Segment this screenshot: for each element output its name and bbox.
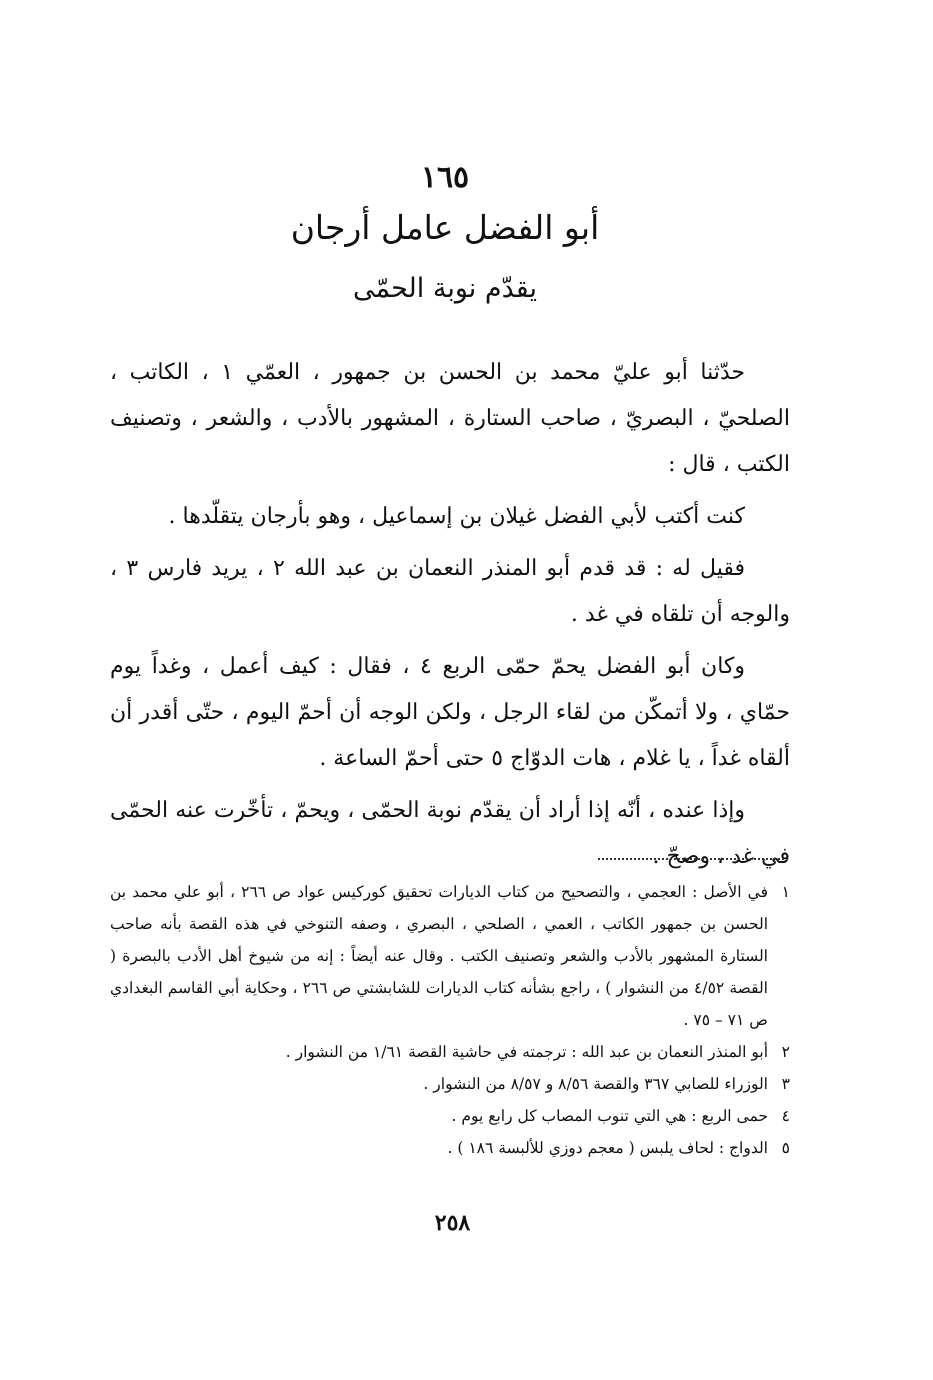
footnotes-section: [110, 876, 790, 1164]
footnote: [110, 1100, 790, 1132]
footnote-divider: [598, 858, 788, 860]
body-paragraph: كنت أكتب لأبي الفضل غيلان بن إسماعيل ، وهو بأرجان يتقلّدها .: [168, 504, 745, 529]
footnote-text: الدواج : لحاف يلبس ( معجم دوزي للألبسة ١٨٦ ) .: [447, 1139, 768, 1157]
footnote-text: حمى الربع : هي التي تنوب المصاب كل رابع يوم .: [451, 1107, 768, 1125]
story-body: [110, 350, 790, 886]
footnote-number: ٢: [781, 1043, 790, 1061]
footnote: [110, 1036, 790, 1068]
footnote: [110, 1132, 790, 1164]
footnote-text: الوزراء للصابي ٣٦٧ والقصة ٨/٥٦ و ٨/٥٧ من النشوار .: [423, 1075, 768, 1093]
story-number: ١٦٥: [420, 160, 470, 195]
footnote-number: ٥: [781, 1139, 790, 1157]
footnote-text: أبو المنذر النعمان بن عبد الله : ترجمته في حاشية القصة ١/٦١ من النشوار .: [285, 1043, 768, 1061]
page-number: ٢٥٨: [434, 1210, 471, 1236]
story-title: أبو الفضل عامل أرجان: [290, 208, 600, 247]
body-paragraph: وإذا عنده ، أنّه إذا أراد أن يقدّم نوبة الحمّى ، ويحمّ ، تأخّرت عنه الحمّى في غد ، وصحّ .: [110, 798, 790, 869]
footnote-text: في الأصل : العجمي ، والتصحيح من كتاب الديارات تحقيق كوركيس عواد ص ٢٦٦ ، أبو علي محمد بن الحسن بن جمهور الكاتب ، العمي ، الصلحي ، البصري ، وصفه التنوخي في هذه القصة بأنه صاحب الستارة المشهور بالأدب والشعر وتصنيف الكتب . وقال عنه أيضاً : إنه من شيوخ أهل الأدب بالبصرة ( القصة ٤/٥٢ من النشوار ) ، راجع بشأنه كتاب الديارات للشابشتي ص ٢٦٦ ، وحكاية أبي القاسم البغدادي ص ٧١ – ٧٥ .: [110, 883, 768, 1029]
footnote: [110, 1068, 790, 1100]
body-paragraph: حدّثنا أبو عليّ محمد بن الحسن بن جمهور ، العمّي ١ ، الكاتب ، الصلحيّ ، البصريّ ، صاحب الستارة ، المشهور بالأدب ، والشعر ، وتصنيف الكتب ، قال :: [110, 360, 790, 477]
footnote: [110, 876, 790, 1036]
footnote-number: ١: [781, 883, 790, 901]
body-paragraph: فقيل له : قد قدم أبو المنذر النعمان بن عبد الله ٢ ، يريد فارس ٣ ، والوجه أن تلقاه في غد .: [110, 556, 790, 627]
footnote-number: ٣: [781, 1075, 790, 1093]
footnote-number: ٤: [781, 1107, 790, 1125]
story-subtitle: يقدّم نوبة الحمّى: [353, 273, 537, 304]
body-paragraph: وكان أبو الفضل يحمّ حمّى الربع ٤ ، فقال : كيف أعمل ، وغداً يوم حمّاي ، ولا أتمكّن من لقاء الرجل ، ولكن الوجه أن أحمّ اليوم ، حتّى أقدر أن ألقاه غداً ، يا غلام ، هات الدوّاج ٥ حتى أحمّ الساعة .: [110, 654, 790, 771]
